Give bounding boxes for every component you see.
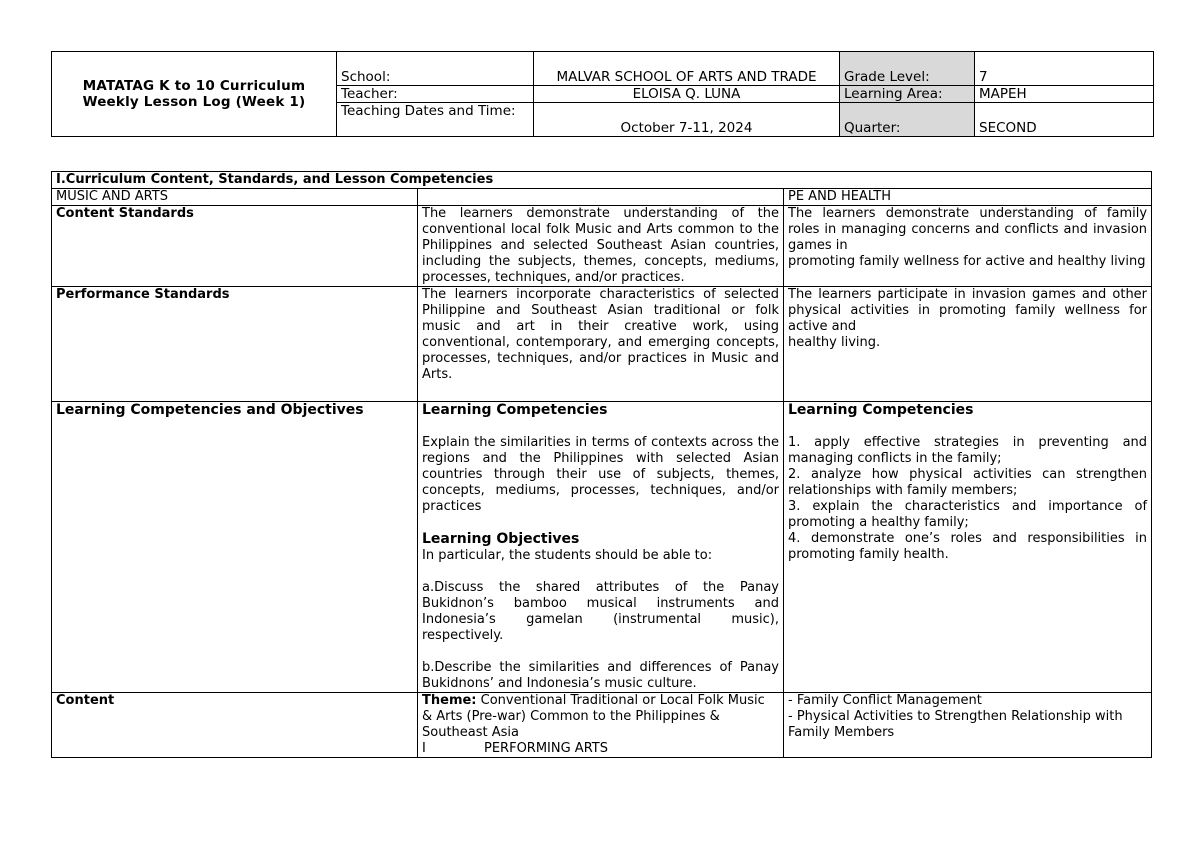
- theme-label: Theme:: [422, 693, 477, 708]
- performance-standards-music-text: The learners incorporate characteristics of selected Philippine and Southeast Asian traditional or folk music and art in their creative work, using conventional, contemporary, and emerging concepts, processes, techniques, and/or practices in Music and Arts.: [422, 287, 779, 382]
- objective-a: a.Discuss the shared attributes of the Panay Bukidnon’s bamboo musical instruments and Indonesia’s gamelan (instrumental music), respectively.: [422, 580, 779, 643]
- learning-area-label: Learning Area:: [840, 86, 975, 103]
- pe-competency-3: 3. explain the characteristics and importance of promoting a healthy family;: [788, 499, 1148, 530]
- grade-level-label: Grade Level:: [840, 52, 975, 86]
- pe-competency-1: 1. apply effective strategies in preventing and managing conflicts in the family;: [788, 435, 1148, 466]
- pe-competency-2: 2. analyze how physical activities can strengthen relationships with family members;: [788, 467, 1148, 498]
- content-pe-item1: - Family Conflict Management: [788, 693, 982, 708]
- content-standards-music: The learners demonstrate understanding of the conventional local folk Music and Arts common to the Philippines and selected Southeast Asian countries, including the subjects, themes, concepts, mediums, processes, techniques, and/or practices.: [418, 206, 784, 287]
- performance-standards-label: Performance Standards: [52, 287, 418, 402]
- quarter-value: SECOND: [975, 103, 1154, 137]
- theme-text: Conventional Traditional or Local Folk Music & Arts (Pre-war) Common to the Philippines & Southeast Asia: [422, 693, 765, 740]
- content-standards-label: Content Standards: [52, 206, 418, 287]
- curriculum-title-line2: Weekly Lesson Log (Week 1): [82, 94, 306, 110]
- performance-standards-music: [418, 287, 784, 402]
- performing-arts-text: PERFORMING ARTS: [484, 741, 608, 756]
- performance-standards-pe-text1: The learners participate in invasion games and other physical activities in promoting family wellness for active and: [788, 287, 1148, 334]
- content-music: [418, 693, 784, 758]
- school-label: School:: [337, 52, 534, 86]
- curriculum-table: [51, 171, 1152, 758]
- roman-numeral: I: [422, 741, 426, 756]
- column-header-empty: [418, 189, 784, 206]
- music-competencies-heading: Learning Competencies: [422, 402, 608, 418]
- content-pe-item2: - Physical Activities to Strengthen Relationship with Family Members: [788, 709, 1123, 740]
- curriculum-title: [52, 52, 337, 137]
- curriculum-title-line1: MATATAG K to 10 Curriculum: [82, 78, 306, 94]
- teacher-value: ELOISA Q. LUNA: [534, 86, 840, 103]
- learning-area-value: MAPEH: [975, 86, 1154, 103]
- school-value: MALVAR SCHOOL OF ARTS AND TRADE: [534, 52, 840, 86]
- content-label: Content: [52, 693, 418, 758]
- header-table: [51, 51, 1154, 137]
- grade-level-value: 7: [975, 52, 1154, 86]
- teaching-dates-label: Teaching Dates and Time:: [337, 103, 534, 137]
- content-pe: [784, 693, 1152, 758]
- content-standards-pe-text1: The learners demonstrate understanding of family roles in managing concerns and conflicts and invasion games in: [788, 206, 1148, 253]
- content-theme: [422, 693, 779, 741]
- pe-competencies-heading: Learning Competencies: [788, 402, 974, 418]
- competencies-pe: [784, 402, 1152, 693]
- section-title: I.Curriculum Content, Standards, and Lesson Competencies: [52, 172, 1152, 189]
- music-competency-text: Explain the similarities in terms of contexts across the regions and the Philippines with selected Asian countries through their use of subjects, themes, concepts, mediums, processes, techniques, and/or practices: [422, 435, 779, 514]
- performance-standards-pe-text2: healthy living.: [788, 335, 881, 350]
- performance-standards-pe: [784, 287, 1152, 402]
- objective-b: b.Describe the similarities and differences of Panay Bukidnons’ and Indonesia’s music culture.: [422, 660, 779, 691]
- column-header-pe-health: PE AND HEALTH: [784, 189, 1152, 206]
- content-standards-pe: [784, 206, 1152, 287]
- learning-objectives-intro: In particular, the students should be able to:: [422, 548, 713, 563]
- teaching-dates-value: October 7-11, 2024: [534, 103, 840, 137]
- quarter-label: Quarter:: [840, 103, 975, 137]
- learning-objectives-heading: Learning Objectives: [422, 531, 580, 547]
- performing-arts-line: [422, 741, 779, 757]
- pe-competency-4: 4. demonstrate one’s roles and responsibilities in promoting family health.: [788, 531, 1148, 562]
- teacher-label: Teacher:: [337, 86, 534, 103]
- competencies-label: Learning Competencies and Objectives: [52, 402, 418, 693]
- column-header-music-arts: MUSIC AND ARTS: [52, 189, 418, 206]
- competencies-music: [418, 402, 784, 693]
- content-standards-pe-text2: promoting family wellness for active and healthy living: [788, 254, 1146, 269]
